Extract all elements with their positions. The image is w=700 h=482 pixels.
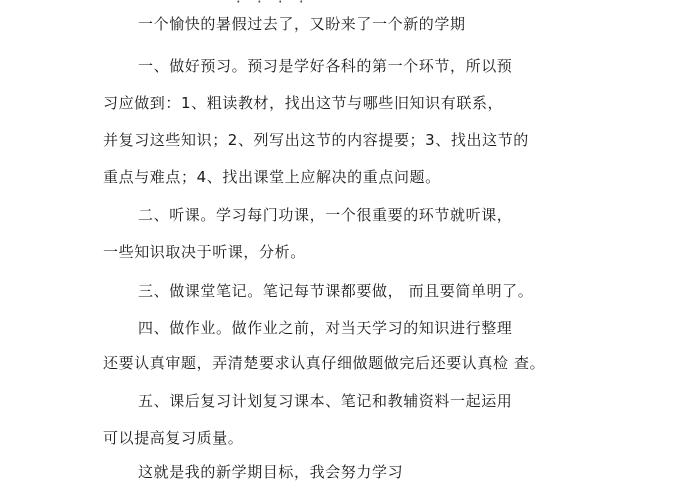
paragraph-1-line-2: 习应做到：1、粗读教材，找出这节与哪些旧知识有联系， [103, 94, 504, 112]
paragraph-intro: 一个愉快的暑假过去了，又盼来了一个新的学期 [138, 15, 466, 33]
paragraph-4-line-1: 四、做作业。做作业之前，对当天学习的知识进行整理 [138, 319, 513, 337]
paragraph-6-line-1-cropped: 这就是我的新学期目标，我会努力学习 [138, 463, 404, 481]
cropped-top-line: · · · · [236, 0, 305, 11]
paragraph-5-line-1: 五、课后复习计划复习课本、笔记和教辅资料一起运用 [138, 392, 513, 410]
paragraph-4-line-2: 还要认真审题，弄清楚要求认真仔细做题做完后还要认真检 查。 [103, 354, 546, 372]
paragraph-2-line-1: 二、听课。学习每门功课，一个很重要的环节就听课， [138, 206, 513, 224]
paragraph-1-line-3: 并复习这些知识；2、列写出这节的内容提要；3、找出这节的 [103, 131, 529, 149]
paragraph-1-line-1: 一、做好预习。预习是学好各科的第一个环节，所以预 [138, 57, 513, 75]
paragraph-2-line-2: 一些知识取决于听课，分析。 [103, 243, 306, 261]
paragraph-1-line-4: 重点与难点；4、找出课堂上应解决的重点问题。 [103, 168, 441, 186]
paragraph-5-line-2: 可以提高复习质量。 [103, 429, 244, 447]
paragraph-3-line-1: 三、做课堂笔记。笔记每节课都要做， 而且要简单明了。 [138, 282, 534, 300]
